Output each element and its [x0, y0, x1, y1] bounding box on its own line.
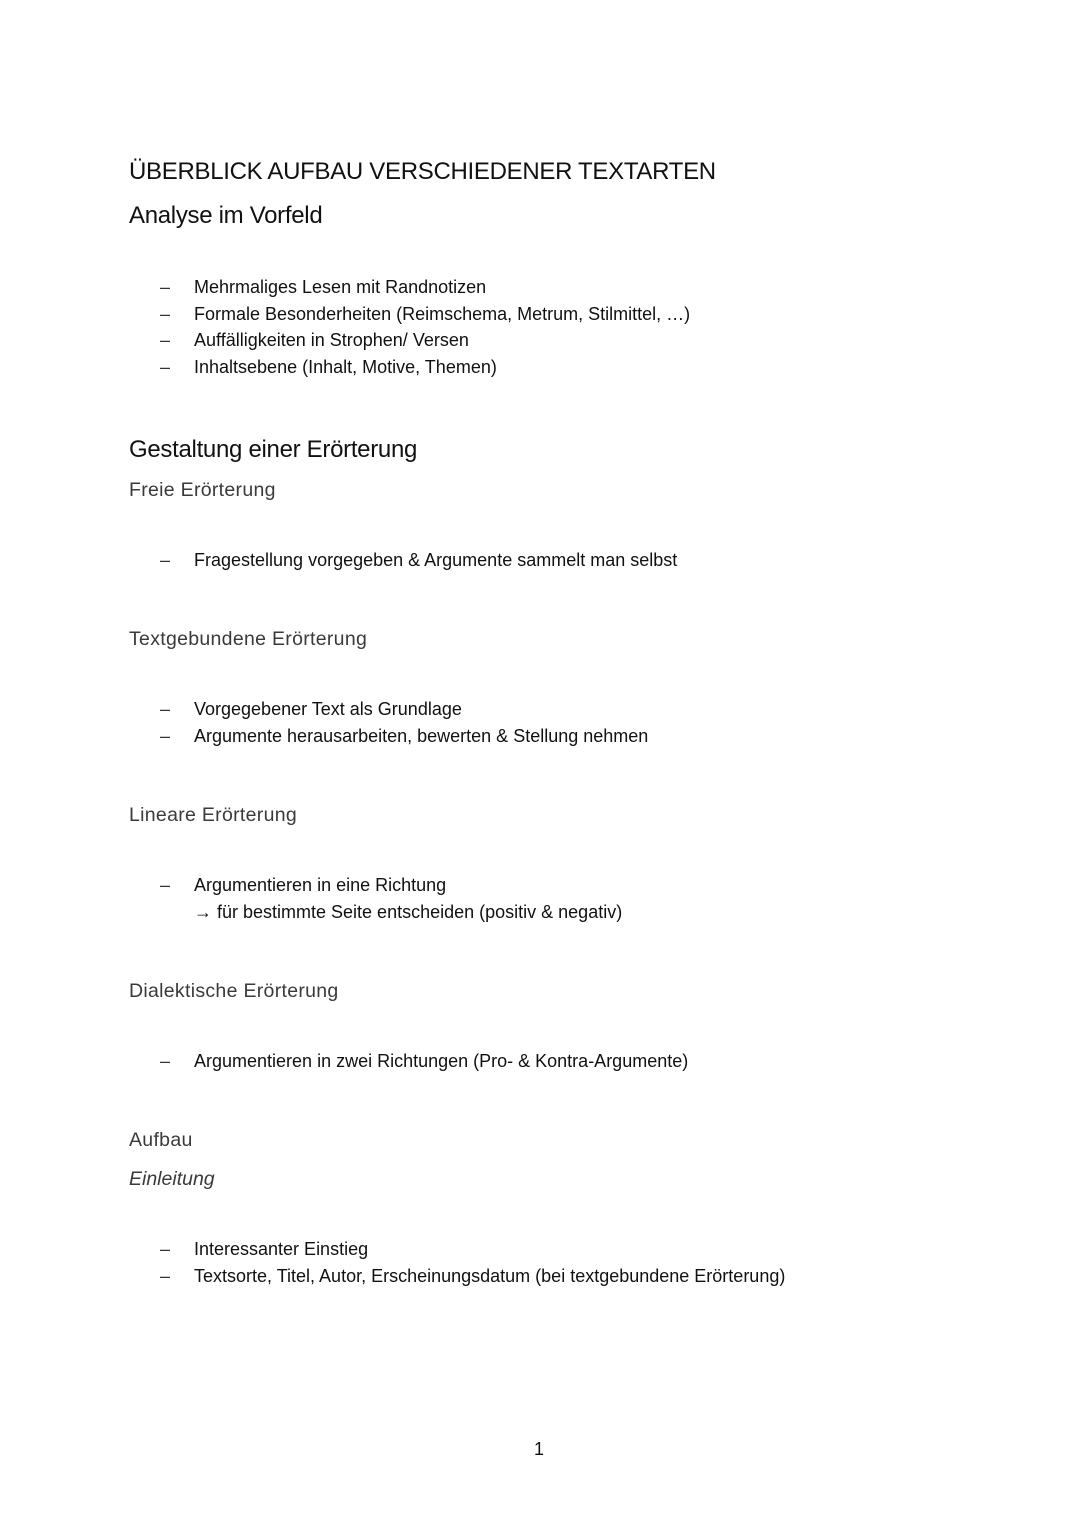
subheading-aufbau: Aufbau	[129, 1129, 193, 1151]
subheading-freie-eroerterung: Freie Erörterung	[129, 479, 276, 501]
dash-bullet-icon: –	[160, 1239, 171, 1259]
document-title: ÜBERBLICK AUFBAU VERSCHIEDENER TEXTARTEN	[129, 158, 716, 185]
subheading-einleitung: Einleitung	[129, 1168, 215, 1190]
dash-bullet-icon: –	[160, 875, 171, 895]
dash-bullet-icon: –	[160, 330, 171, 350]
heading-gestaltung-eroerterung: Gestaltung einer Erörterung	[129, 436, 418, 463]
subheading-lineare-eroerterung: Lineare Erörterung	[129, 804, 297, 826]
dash-bullet-icon: –	[160, 356, 171, 377]
document-page: ÜBERBLICK AUFBAU VERSCHIEDENER TEXTARTEN Analyse im Vorfeld – Mehrmaliges Lesen mit Randnotizen – Formale Besonderheiten (Reimschema, Metrum, Stilmittel, …) – Auffälligkeiten in Strophen/ Versen – Inhaltsebene (Inhalt, Motive, Themen) Gestaltung einer Erörterung Freie Erörterung – Fragestellung vorgegeben & Argumente sammelt man selbst Textgebundene Erörterung – Vorgegebener Text als Grundlage – Argumente herausarbeiten, bewerten & Stellung nehmen Lineare Erörterung – Argumentieren in eine Richtung → für bestimmte Seite entscheiden (positiv & negativ) Dialektische Erörterung – Argumentieren in zwei Richtungen (Pro- & Kontra-Argumente) Aufbau Einleitung – Interessanter Einstieg – Textsorte, Titel, Autor, Erscheinungsdatum (bei textgebundene Erörterung) 1	[0, 0, 1080, 1527]
dash-bullet-icon: –	[160, 550, 171, 570]
dash-bullet-icon: –	[160, 303, 171, 324]
page-number: 1	[534, 1439, 545, 1459]
subheading-dialektische-eroerterung: Dialektische Erörterung	[129, 980, 339, 1002]
dash-bullet-icon: –	[160, 277, 171, 297]
dash-bullet-icon: –	[160, 1051, 171, 1071]
dash-bullet-icon: –	[160, 1265, 171, 1286]
dash-bullet-icon: –	[160, 725, 171, 746]
dash-bullet-icon: –	[160, 699, 171, 719]
heading-analyse-im-vorfeld: Analyse im Vorfeld	[129, 202, 323, 229]
subheading-textgebundene-eroerterung: Textgebundene Erörterung	[129, 628, 368, 650]
